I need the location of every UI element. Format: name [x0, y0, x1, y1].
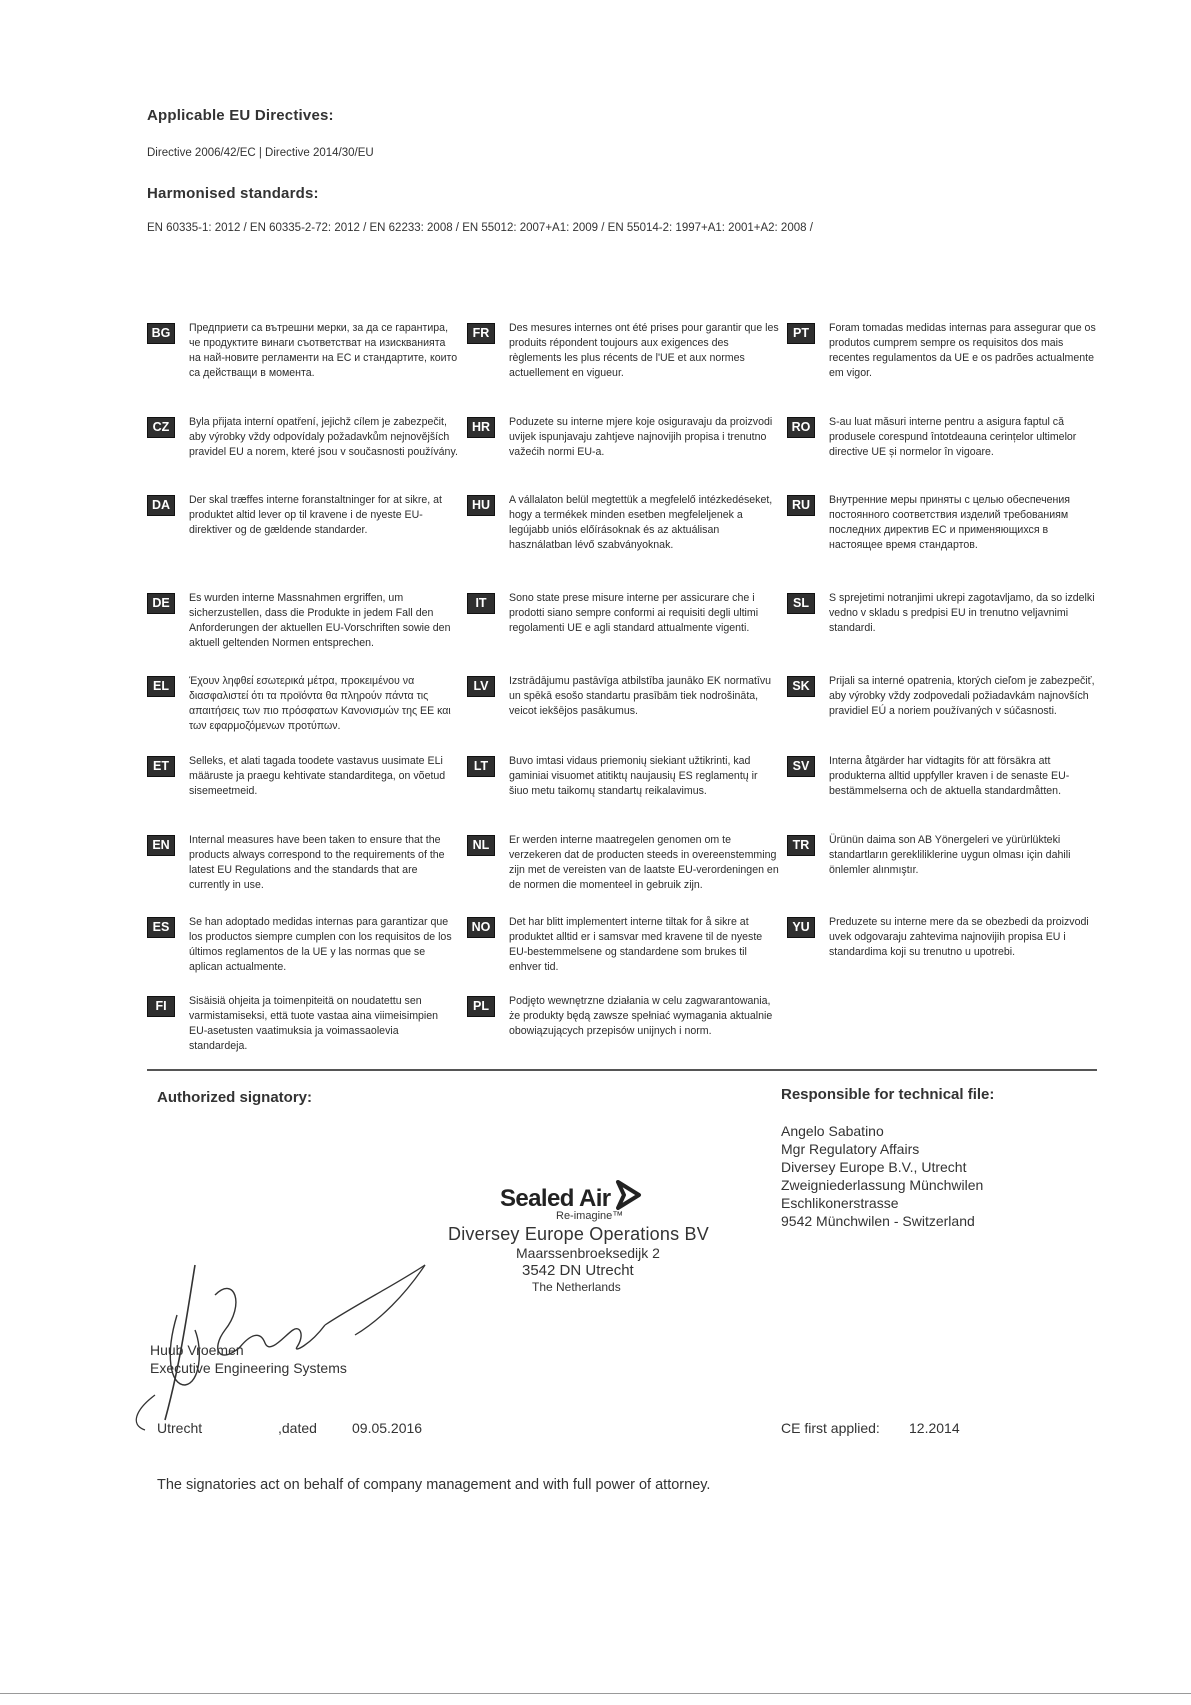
ce-first-applied-label: CE first applied: [781, 1420, 880, 1436]
address-line: Eschlikonerstrasse [781, 1195, 899, 1211]
lang-text: Es wurden interne Massnahmen ergriffen, um sicherzustellen, dass die Produkte in jedem Fall den Anforderungen der aktuellen EU-Vorschriften sowie den aktuell geltenden Normen entsprechen. [189, 592, 451, 649]
lang-code: LT [467, 756, 495, 777]
logo-tagline: Re-imagine™ [556, 1210, 624, 1222]
lang-text: Έχουν ληφθεί εσωτερικά μέτρα, προκειμένου να διασφαλιστεί ότι τα προϊόντα θα πληρούν πάντα τις απαιτήσεις των πιο πρόσφατων Κανονισμών της ΕΕ και των εφαρμοζόμενων προτύπων. [189, 675, 451, 732]
lang-text: Det har blitt implementert interne tiltak for å sikre at produktet alltid er i samsvar med kravene til de nyeste EU-bestemmelsene og standardene som brukes til enhver tid. [509, 916, 763, 973]
address-line: Diversey Europe B.V., Utrecht [781, 1159, 967, 1175]
address-line: 9542 Münchwilen - Switzerland [781, 1213, 975, 1229]
lang-text: Er werden interne maatregelen genomen om te verzekeren dat de producten steeds in overeenstemming zijn met de vereisten van de laatste EU-verordeningen en de normen die momenteel in gebruik zijn. [509, 834, 779, 891]
ce-first-applied-date: 12.2014 [909, 1420, 960, 1436]
lang-text: Se han adoptado medidas internas para garantizar que los productos siempre cumplen con los requisitos de los últimos reglamentos de la UE y las normas que se aplican actualmente. [189, 916, 452, 973]
stamp-company: Diversey Europe Operations BV [448, 1224, 709, 1244]
company-logo [500, 1180, 720, 1213]
lang-code: FI [147, 996, 175, 1017]
lang-code: EL [147, 676, 175, 697]
lang-text: Sono state prese misure interne per assicurare che i prodotti siano sempre conformi ai requisiti degli ultimi regolamenti UE e agli standard attualmente vigenti. [509, 592, 759, 634]
signatory-name: Huub Vroemen [150, 1342, 244, 1358]
dated-label: ,dated [278, 1420, 317, 1436]
lang-text: S sprejetimi notranjimi ukrepi zagotavljamo, da so izdelki vedno v skladu s predpisi EU in trenutno veljavnimi standardi. [829, 592, 1095, 634]
lang-text: Preduzete su interne mere da se obezbedi da proizvodi uvek odgovaraju zahtevima najnovijih propisa EU i standardima koji su trenutno u upotrebi. [829, 916, 1089, 958]
lang-text: Ürünün daima son AB Yönergeleri ve yürürlükteki standartların gerekliliklerine uygun olması için dahili önlemler alınmıştır. [829, 834, 1071, 876]
lang-code: PT [787, 323, 815, 344]
standards-list: EN 60335-1: 2012 / EN 60335-2-72: 2012 / EN 62233: 2008 / EN 55012: 2007+A1: 2009 / EN 55014-2: 1997+A1: 2001+A2: 2008 / [147, 222, 813, 234]
lang-text: Internal measures have been taken to ensure that the products always correspond to the requirements of the latest EU Regulations and the standards that are currently in use. [189, 834, 445, 891]
directives-list: Directive 2006/42/EC | Directive 2014/30/EU [147, 147, 374, 159]
lang-code: DA [147, 495, 175, 516]
lang-text: Foram tomadas medidas internas para assegurar que os produtos cumprem sempre os requisitos dos mais recentes regulamentos da UE e os padrões actualmente em vigor. [829, 322, 1096, 379]
lang-text: Sisäisiä ohjeita ja toimenpiteitä on noudatettu sen varmistamiseksi, että tuote vastaa aina viimeisimpien EU-asetusten vaatimuksia ja voimassaolevia standardeja. [189, 995, 439, 1052]
lang-code: BG [147, 323, 175, 344]
lang-code: NL [467, 835, 495, 856]
signature-place: Utrecht [157, 1420, 203, 1436]
lang-text: A vállalaton belül megtettük a megfelelő intézkedéseket, hogy a termékek minden esetben megfeleljenek a legújabb uniós előírásoknak és az aktuálisan használatban lévő szabványoknak. [509, 494, 773, 551]
stamp-city: 3542 DN Utrecht [522, 1262, 634, 1279]
signatory-title: Executive Engineering Systems [150, 1360, 347, 1376]
lang-text: Des mesures internes ont été prises pour garantir que les produits répondent toujours aux exigences des règlements les plus récents de l'UE et aux normes actuellement en vigueur. [509, 322, 779, 379]
handwritten-signature [125, 1235, 445, 1435]
logo-wordmark: Sealed Air [500, 1185, 611, 1212]
lang-code: ET [147, 756, 175, 777]
stamp-street: Maarssenbroeksedijk 2 [516, 1245, 660, 1261]
lang-code: RU [787, 495, 815, 516]
lang-code: CZ [147, 417, 175, 438]
lang-text: Izstrādājumu pastāvīga atbilstība jaunāko EK normatīvu un spēkā esošo standartu prasībām tiek nodrošināta, veicot iekšējos pasākumus. [509, 675, 772, 717]
lang-text: Prijali sa interné opatrenia, ktorých cieľom je zabezpečiť, aby výrobky vždy zodpovedali požiadavkám najnovších pravidiel EÚ a noriem používaných v súčasnosti. [829, 675, 1095, 717]
lang-text: Byla přijata interní opatření, jejichž cílem je zabezpečit, aby výrobky vždy odpovídaly požadavkům nejnovějších pravidel EU a norem, které jsou v současnosti používány. [189, 416, 458, 458]
footer-statement: The signatories act on behalf of company management and with full power of attorney. [157, 1477, 711, 1493]
section-divider [147, 1069, 1097, 1071]
lang-code: HR [467, 417, 495, 438]
lang-code: SK [787, 676, 815, 697]
lang-text: Buvo imtasi vidaus priemonių siekiant užtikrinti, kad gaminiai visuomet atitiktų naujausių ES reglamentų ir šiuo metu taikomų standartų reikalavimus. [509, 755, 758, 797]
lang-code: RO [787, 417, 815, 438]
lang-code: SL [787, 593, 815, 614]
authorized-signatory-label: Authorized signatory: [157, 1089, 313, 1106]
lang-code: SV [787, 756, 815, 777]
lang-text: S-au luat măsuri interne pentru a asigura faptul că produsele corespund întotdeauna cerințelor ultimelor directive UE și normelor în vigoare. [829, 416, 1077, 458]
lang-text: Poduzete su interne mjere koje osiguravaju da proizvodi uvijek ispunjavaju zahtjeve najnovijih propisa i trenutno važećih normi EU-a. [509, 416, 773, 458]
standards-title: Harmonised standards: [147, 185, 319, 202]
lang-text: Interna åtgärder har vidtagits för att försäkra att produkterna alltid uppfyller kraven i de senaste EU-bestämmelserna och de aktuella standardmåtten. [829, 755, 1070, 797]
lang-code: PL [467, 996, 495, 1017]
lang-code: NO [467, 917, 495, 938]
address-line: Zweigniederlassung Münchwilen [781, 1177, 984, 1193]
signature-date: 09.05.2016 [352, 1420, 423, 1436]
logo-arrow-icon [615, 1180, 643, 1210]
scan-edge-line [0, 1693, 1191, 1694]
lang-code: TR [787, 835, 815, 856]
address-line: Mgr Regulatory Affairs [781, 1141, 920, 1157]
lang-code: ES [147, 917, 175, 938]
lang-code: LV [467, 676, 495, 697]
lang-code: DE [147, 593, 175, 614]
lang-code: IT [467, 593, 495, 614]
lang-code: YU [787, 917, 815, 938]
lang-text: Podjęto wewnętrzne działania w celu zagwarantowania, że produkty będą zawsze spełniać wymagania aktualnie obowiązujących przepisów unijnych i norm. [509, 995, 773, 1037]
lang-code: HU [467, 495, 495, 516]
address-line: Angelo Sabatino [781, 1123, 884, 1139]
lang-code: EN [147, 835, 175, 856]
directives-title: Applicable EU Directives: [147, 107, 334, 124]
lang-text: Der skal træffes interne foranstaltninger for at sikre, at produktet altid lever op til kravene i de nyeste EU-direktiver og de gældende standarder. [189, 494, 442, 536]
lang-text: Selleks, et alati tagada toodete vastavus uusimate ELi määruste ja praegu kehtivate standarditega, on võetud sisemeetmeid. [189, 755, 446, 797]
stamp-country: The Netherlands [532, 1280, 621, 1294]
technical-file-address [781, 1122, 983, 1230]
lang-text: Предприети са вътрешни мерки, за да се гарантира, че продуктите винаги съответстват на изискванията на най-новите регламенти на ЕС и стандартите, които са действащи в момента. [189, 322, 458, 379]
lang-text: Внутренние меры приняты с целью обеспечения постоянного соответствия изделий требованиям последних директив ЕС и применяющихся в настоящее время стандартов. [829, 494, 1071, 551]
technical-file-label: Responsible for technical file: [781, 1086, 995, 1103]
lang-code: FR [467, 323, 495, 344]
